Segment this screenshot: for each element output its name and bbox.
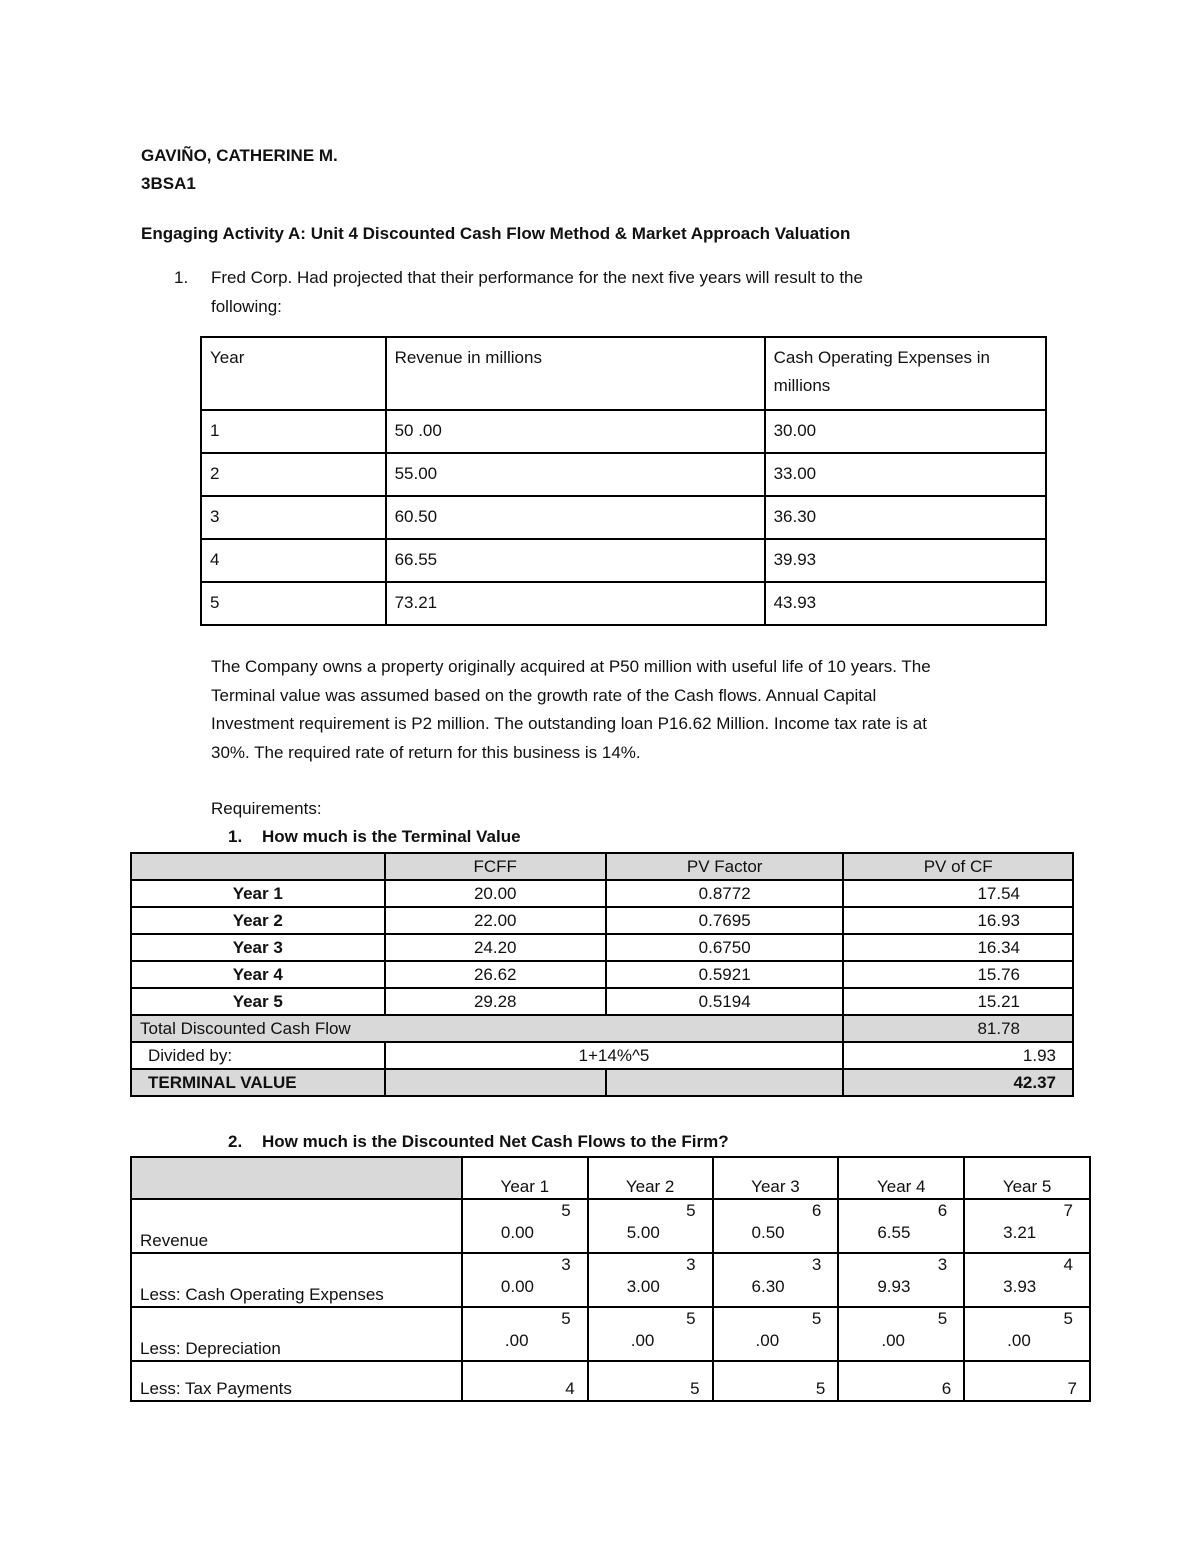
table-row (131, 1253, 1090, 1307)
paragraph-line1: The Company owns a property originally acquired at P50 million with useful life of 10 years. The (211, 657, 931, 676)
value-digit: 6 (937, 1201, 948, 1220)
requirement-1-text: How much is the Terminal Value (262, 827, 521, 846)
value-rest: 0.00 (500, 1277, 534, 1296)
question-1-number: 1. (174, 268, 189, 287)
row-label-depreciation: Less: Depreciation (131, 1307, 462, 1361)
header-fcff: FCFF (385, 853, 606, 880)
value-rest: .00 (881, 1331, 905, 1350)
header-year-5: Year 5 (964, 1157, 1090, 1199)
table-row (131, 1361, 1090, 1401)
year-cell: 1 (201, 410, 386, 453)
fcff-cell: 22.00 (385, 907, 606, 934)
table-row (131, 934, 1073, 961)
value-cell (713, 1307, 839, 1361)
student-name: GAVIÑO, CATHERINE M. (141, 146, 338, 165)
activity-title: Engaging Activity A: Unit 4 Discounted Cash Flow Method & Market Approach Valuation (141, 224, 851, 243)
pv-factor-cell: 0.7695 (606, 907, 843, 934)
year-cell: 2 (201, 453, 386, 496)
total-value: 81.78 (843, 1015, 1073, 1042)
value-digit: 3 (561, 1255, 571, 1274)
projection-header-row (201, 337, 1046, 410)
fcff-cell: 26.62 (385, 961, 606, 988)
header-pv-factor: PV Factor (606, 853, 843, 880)
value-rest: 3.21 (1003, 1223, 1037, 1242)
projection-table (200, 336, 1047, 626)
header-revenue: Revenue in millions (386, 337, 765, 410)
divided-formula: 1+14%^5 (385, 1042, 844, 1069)
value-cell (838, 1253, 964, 1307)
value-digit: 4 (1063, 1255, 1073, 1274)
total-row (131, 1015, 1073, 1042)
pv-factor-cell: 0.8772 (606, 880, 843, 907)
value-cell (462, 1199, 588, 1253)
requirement-2-number: 2. (228, 1132, 243, 1151)
tax-cell: 5 (713, 1361, 839, 1401)
value-digit: 3 (811, 1255, 822, 1274)
terminal-header-row (131, 853, 1073, 880)
revenue-cell: 60.50 (386, 496, 765, 539)
pv-cf-cell: 15.76 (843, 961, 1073, 988)
value-cell (588, 1253, 713, 1307)
table-row (131, 880, 1073, 907)
terminal-value-amount: 42.37 (843, 1069, 1073, 1096)
year-label: Year 4 (131, 961, 385, 988)
fcff-cell: 20.00 (385, 880, 606, 907)
fcff-cell: 29.28 (385, 988, 606, 1015)
value-cell (964, 1253, 1090, 1307)
opex-cell: 39.93 (765, 539, 1046, 582)
terminal-value-table (130, 852, 1074, 1097)
row-label-cash-opex: Less: Cash Operating Expenses (131, 1253, 462, 1307)
year-label: Year 3 (131, 934, 385, 961)
header-year: Year (201, 337, 386, 410)
value-cell (838, 1199, 964, 1253)
revenue-cell: 50 .00 (386, 410, 765, 453)
header-blank (131, 853, 385, 880)
header-blank (131, 1157, 462, 1199)
table-row (201, 453, 1046, 496)
value-rest: 5.00 (626, 1223, 660, 1242)
pv-cf-cell: 15.21 (843, 988, 1073, 1015)
question-1-text-line2: following: (211, 297, 282, 316)
cashflow-header-row (131, 1157, 1090, 1199)
table-row (131, 1307, 1090, 1361)
row-label-tax-payments: Less: Tax Payments (131, 1361, 462, 1401)
table-row (131, 988, 1073, 1015)
value-cell (713, 1199, 839, 1253)
paragraph-line3: Investment requirement is P2 million. The outstanding loan P16.62 Million. Income tax rate is at (211, 714, 927, 733)
value-cell (588, 1307, 713, 1361)
table-row (131, 907, 1073, 934)
year-label: Year 1 (131, 880, 385, 907)
pv-factor-cell: 0.5194 (606, 988, 843, 1015)
divided-value: 1.93 (843, 1042, 1073, 1069)
value-digit: 5 (561, 1201, 571, 1220)
header-year-3: Year 3 (713, 1157, 839, 1199)
value-rest: 6.30 (751, 1277, 785, 1296)
table-row (201, 539, 1046, 582)
pv-factor-cell: 0.6750 (606, 934, 843, 961)
divided-label: Divided by: (131, 1042, 385, 1069)
header-year-2: Year 2 (588, 1157, 713, 1199)
table-row (131, 961, 1073, 988)
terminal-value-row (131, 1069, 1073, 1096)
tax-cell: 6 (838, 1361, 964, 1401)
value-cell (713, 1253, 839, 1307)
table-row (131, 1199, 1090, 1253)
cashflow-table (130, 1156, 1091, 1402)
pv-factor-cell: 0.5921 (606, 961, 843, 988)
revenue-cell: 55.00 (386, 453, 765, 496)
table-row (201, 410, 1046, 453)
header-year-4: Year 4 (838, 1157, 964, 1199)
table-row (201, 582, 1046, 625)
terminal-blank-cell (385, 1069, 606, 1096)
requirement-1-number: 1. (228, 827, 243, 846)
table-row (201, 496, 1046, 539)
value-digit: 6 (811, 1201, 822, 1220)
value-digit: 5 (1063, 1309, 1073, 1328)
tax-cell: 7 (964, 1361, 1090, 1401)
requirements-label: Requirements: (211, 799, 322, 818)
question-1-text-line1: Fred Corp. Had projected that their performance for the next five years will result to the (211, 268, 863, 287)
value-rest: 3.00 (626, 1277, 660, 1296)
row-label-revenue: Revenue (131, 1199, 462, 1253)
opex-cell: 43.93 (765, 582, 1046, 625)
value-digit: 5 (811, 1309, 822, 1328)
pv-cf-cell: 16.34 (843, 934, 1073, 961)
opex-cell: 30.00 (765, 410, 1046, 453)
tax-cell: 5 (588, 1361, 713, 1401)
year-label: Year 2 (131, 907, 385, 934)
value-rest: 0.00 (500, 1223, 534, 1242)
value-cell (964, 1199, 1090, 1253)
student-section: 3BSA1 (141, 174, 196, 193)
tax-cell: 4 (462, 1361, 588, 1401)
header-cash-opex: Cash Operating Expenses in millions (765, 337, 1046, 410)
year-label: Year 5 (131, 988, 385, 1015)
value-rest: 0.50 (751, 1223, 785, 1242)
terminal-blank-cell (606, 1069, 843, 1096)
pv-cf-cell: 16.93 (843, 907, 1073, 934)
year-cell: 3 (201, 496, 386, 539)
value-cell (588, 1199, 713, 1253)
value-digit: 3 (686, 1255, 696, 1274)
value-rest: .00 (504, 1331, 529, 1350)
value-digit: 7 (1063, 1201, 1073, 1220)
value-digit: 5 (686, 1309, 696, 1328)
requirement-2-text: How much is the Discounted Net Cash Flows to the Firm? (262, 1132, 729, 1151)
paragraph-line2: Terminal value was assumed based on the growth rate of the Cash flows. Annual Capital (211, 686, 877, 705)
value-cell (964, 1307, 1090, 1361)
paragraph-line4: 30%. The required rate of return for this business is 14%. (211, 743, 641, 762)
pv-cf-cell: 17.54 (843, 880, 1073, 907)
header-pv-of-cf: PV of CF (843, 853, 1073, 880)
value-rest: .00 (755, 1331, 780, 1350)
revenue-cell: 73.21 (386, 582, 765, 625)
year-cell: 5 (201, 582, 386, 625)
value-digit: 5 (937, 1309, 948, 1328)
value-digit: 5 (561, 1309, 571, 1328)
terminal-value-label: TERMINAL VALUE (131, 1069, 385, 1096)
value-rest: 9.93 (877, 1277, 911, 1296)
value-cell (838, 1307, 964, 1361)
value-cell (462, 1253, 588, 1307)
year-cell: 4 (201, 539, 386, 582)
revenue-cell: 66.55 (386, 539, 765, 582)
opex-cell: 33.00 (765, 453, 1046, 496)
opex-cell: 36.30 (765, 496, 1046, 539)
total-label: Total Discounted Cash Flow (131, 1015, 843, 1042)
value-digit: 5 (686, 1201, 696, 1220)
value-rest: 6.55 (877, 1223, 911, 1242)
value-rest: .00 (1007, 1331, 1031, 1350)
value-cell (462, 1307, 588, 1361)
fcff-cell: 24.20 (385, 934, 606, 961)
value-digit: 3 (937, 1255, 948, 1274)
header-year-1: Year 1 (462, 1157, 588, 1199)
value-rest: .00 (630, 1331, 655, 1350)
divided-row (131, 1042, 1073, 1069)
value-rest: 3.93 (1003, 1277, 1037, 1296)
